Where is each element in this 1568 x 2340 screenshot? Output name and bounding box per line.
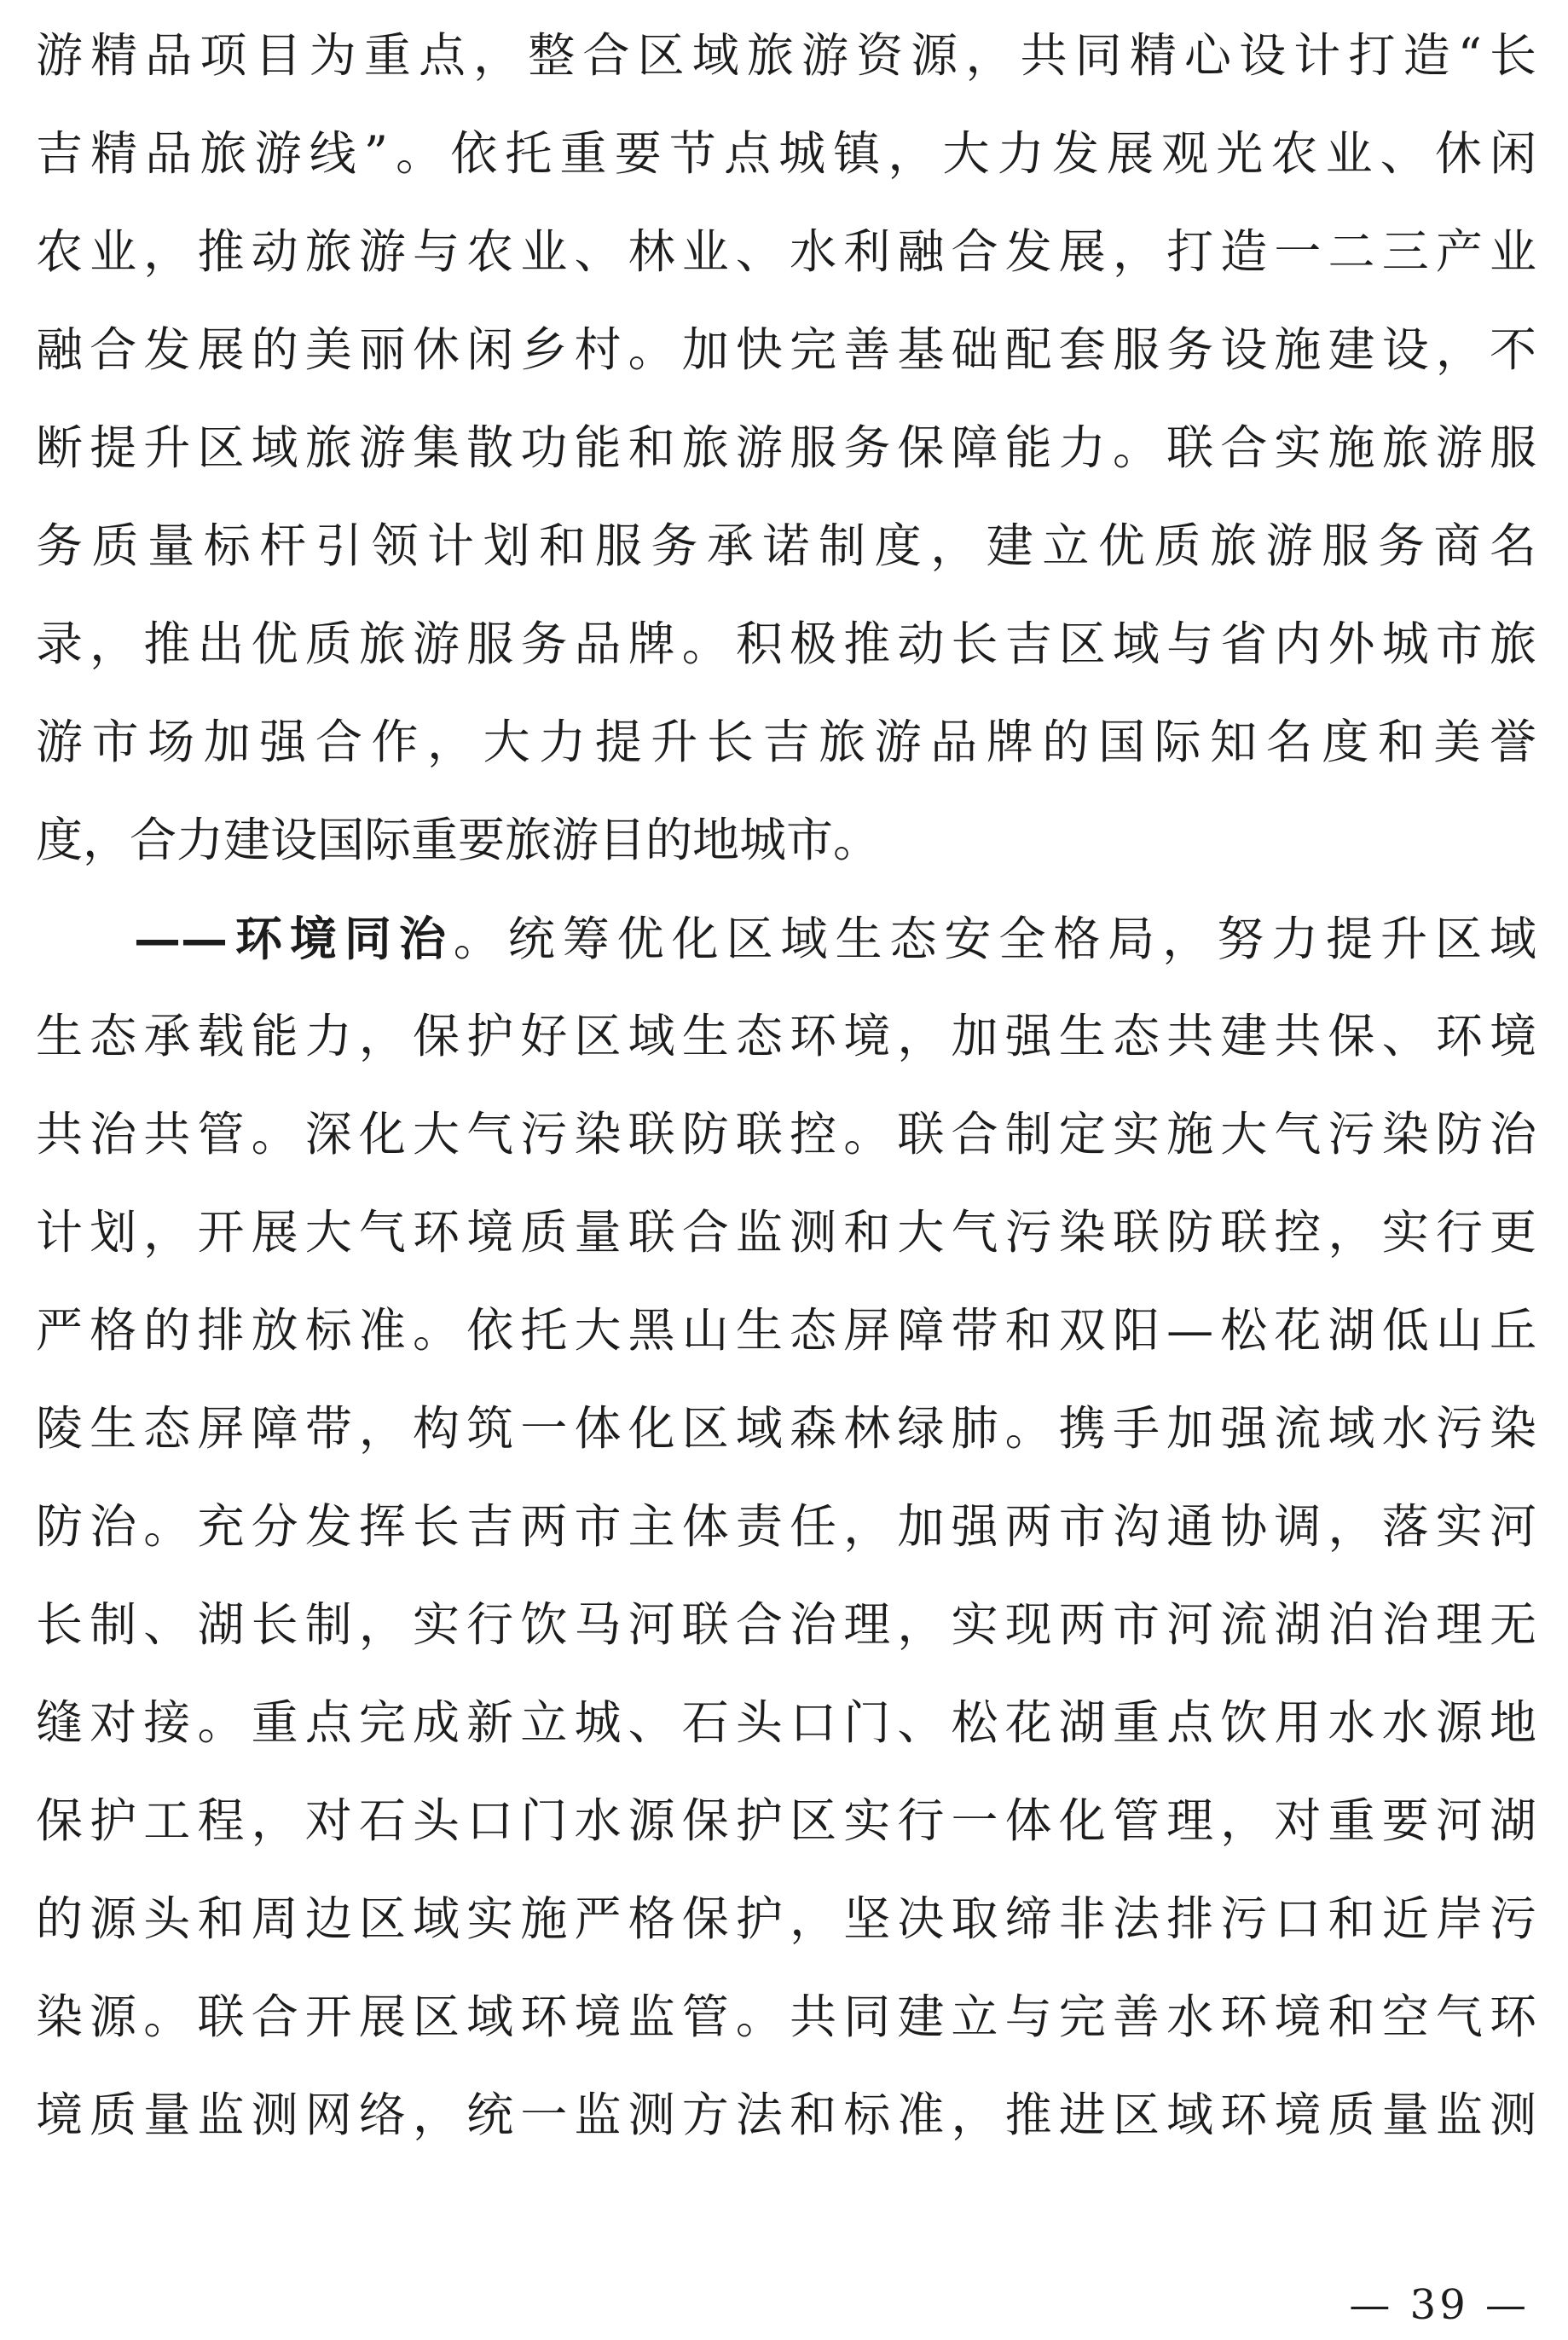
text-line: 长制、湖长制，实行饮马河联合治理，实现两市河流湖泊治理无 [36,1597,1536,1652]
text-line: 度，合力建设国际重要旅游目的地城市。 [36,813,881,867]
paragraph-first-line [36,889,1536,988]
body-text [36,7,1536,2164]
text-line: 断提升区域旅游集散功能和旅游服务保障能力。联合实施旅游服 [36,420,1536,475]
text-line: 保护工程，对石头口门水源保护区实行一体化管理，对重要河湖 [36,1793,1536,1848]
text-line: 严格的排放标准。依托大黑山生态屏障带和双阳—松花湖低山丘 [36,1303,1536,1358]
section-heading: ——环境同治 [134,911,454,966]
text-line: 游精品项目为重点，整合区域旅游资源，共同精心设计打造“长 [36,28,1536,83]
text-line: 计划，开展大气环境质量联合监测和大气污染联防联控，实行更 [36,1205,1536,1260]
text-line: 境质量监测网络，统一监测方法和标准，推进区域环境质量监测 [36,2088,1536,2142]
text-line: 游市场加强合作，大力提升长吉旅游品牌的国际知名度和美誉 [36,715,1536,769]
text-line: 融合发展的美丽休闲乡村。加快完善基础配套服务设施建设，不 [36,322,1536,377]
text-line: 陵生态屏障带，构筑一体化区域森林绿肺。携手加强流域水污染 [36,1401,1536,1456]
text-line: 染源。联合开展区域环境监管。共同建立与完善水环境和空气环 [36,1990,1536,2044]
text-line: 农业，推动旅游与农业、林业、水利融合发展，打造一二三产业 [36,224,1536,279]
text-line: 录，推出优质旅游服务品牌。积极推动长吉区域与省内外城市旅 [36,617,1536,671]
text-span: 。统筹优化区域生态安全格局，努力提升区域 [453,912,1536,966]
text-line: 缝对接。重点完成新立城、石头口门、松花湖重点饮用水水源地 [36,1695,1536,1750]
text-line: 的源头和周边区域实施严格保护，坚决取缔非法排污口和近岸污 [36,1891,1536,1946]
text-line: 务质量标杆引领计划和服务承诺制度，建立优质旅游服务商名 [36,518,1536,573]
text-line: 生态承载能力，保护好区域生态环境，加强生态共建共保、环境 [36,1009,1536,1063]
page-number: — 39 — [1349,2281,1530,2329]
text-line: 防治。充分发挥长吉两市主体责任，加强两市沟通协调，落实河 [36,1499,1536,1554]
text-line: 共治共管。深化大气污染联防联控。联合制定实施大气污染防治 [36,1107,1536,1161]
text-line: 吉精品旅游线”。依托重要节点城镇，大力发展观光农业、休闲 [36,126,1536,181]
